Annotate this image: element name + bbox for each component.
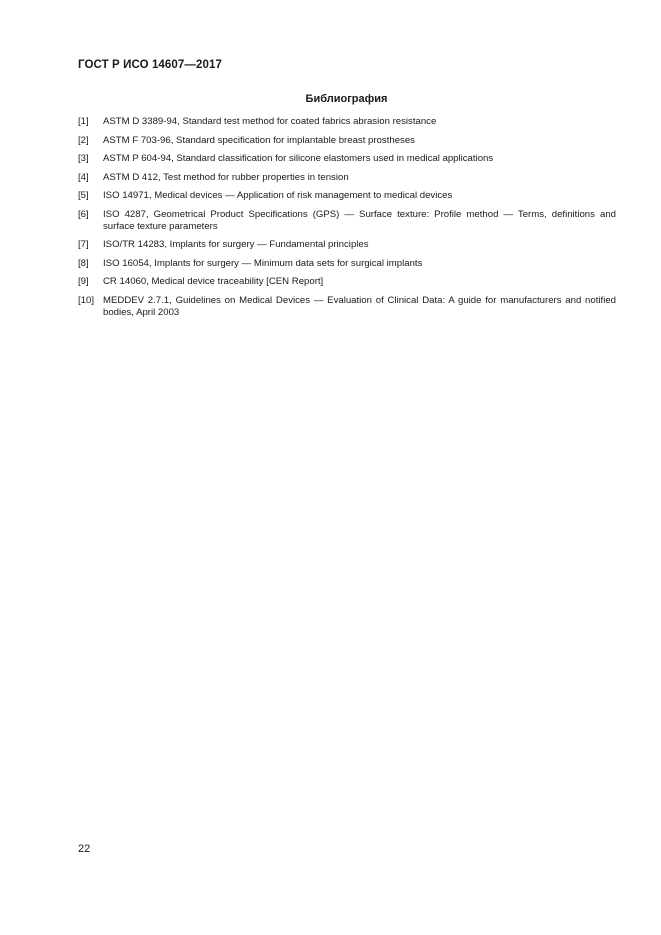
bibliography-item xyxy=(78,295,616,319)
page-number: 22 xyxy=(78,843,91,855)
bibliography-item xyxy=(78,209,616,233)
reference-number: [4] xyxy=(78,171,89,183)
reference-text: ASTM P 604-94, Standard classification for silicone elastomers used in medical applications xyxy=(103,153,494,164)
reference-number: [8] xyxy=(78,257,89,269)
reference-number: [6] xyxy=(78,208,89,220)
bibliography-list xyxy=(78,116,616,325)
reference-text: ASTM D 3389-94, Standard test method for coated fabrics abrasion resistance xyxy=(103,116,437,127)
reference-number: [2] xyxy=(78,134,89,146)
reference-number: [7] xyxy=(78,239,89,250)
section-title: Библиография xyxy=(305,93,388,105)
bibliography-item xyxy=(78,239,616,251)
reference-text: ISO 14971, Medical devices — Application of risk management to medical devices xyxy=(103,190,453,201)
reference-number: [10] xyxy=(78,294,95,306)
reference-text: ISO 16054, Implants for surgery — Minimum data sets for surgical implants xyxy=(103,257,423,269)
bibliography-item xyxy=(78,172,616,184)
reference-text: MEDDEV 2.7.1, Guidelines on Medical Devices — Evaluation of Clinical Data: A guide for manufacturers and notified bodies, April 2003 xyxy=(103,294,616,318)
reference-number: [3] xyxy=(78,153,89,164)
reference-text: ISO 4287, Geometrical Product Specifications (GPS) — Surface texture: Profile method — Terms, definitions and surface texture parameters xyxy=(103,208,616,232)
reference-number: [9] xyxy=(78,276,89,287)
bibliography-item xyxy=(78,190,616,202)
bibliography-item xyxy=(78,276,616,288)
bibliography-item xyxy=(78,153,616,165)
reference-text: ASTM D 412, Test method for rubber properties in tension xyxy=(103,171,349,183)
reference-text: ASTM F 703-96, Standard specification for implantable breast prostheses xyxy=(103,134,415,146)
document-header: ГОСТ Р ИСО 14607—2017 xyxy=(78,59,223,71)
bibliography-item xyxy=(78,258,616,270)
reference-number: [5] xyxy=(78,190,89,201)
bibliography-item xyxy=(78,116,616,128)
reference-text: ISO/TR 14283, Implants for surgery — Fundamental principles xyxy=(103,239,369,250)
reference-number: [1] xyxy=(78,116,89,127)
reference-text: CR 14060, Medical device traceability [CEN Report] xyxy=(103,276,324,287)
bibliography-item xyxy=(78,135,616,147)
